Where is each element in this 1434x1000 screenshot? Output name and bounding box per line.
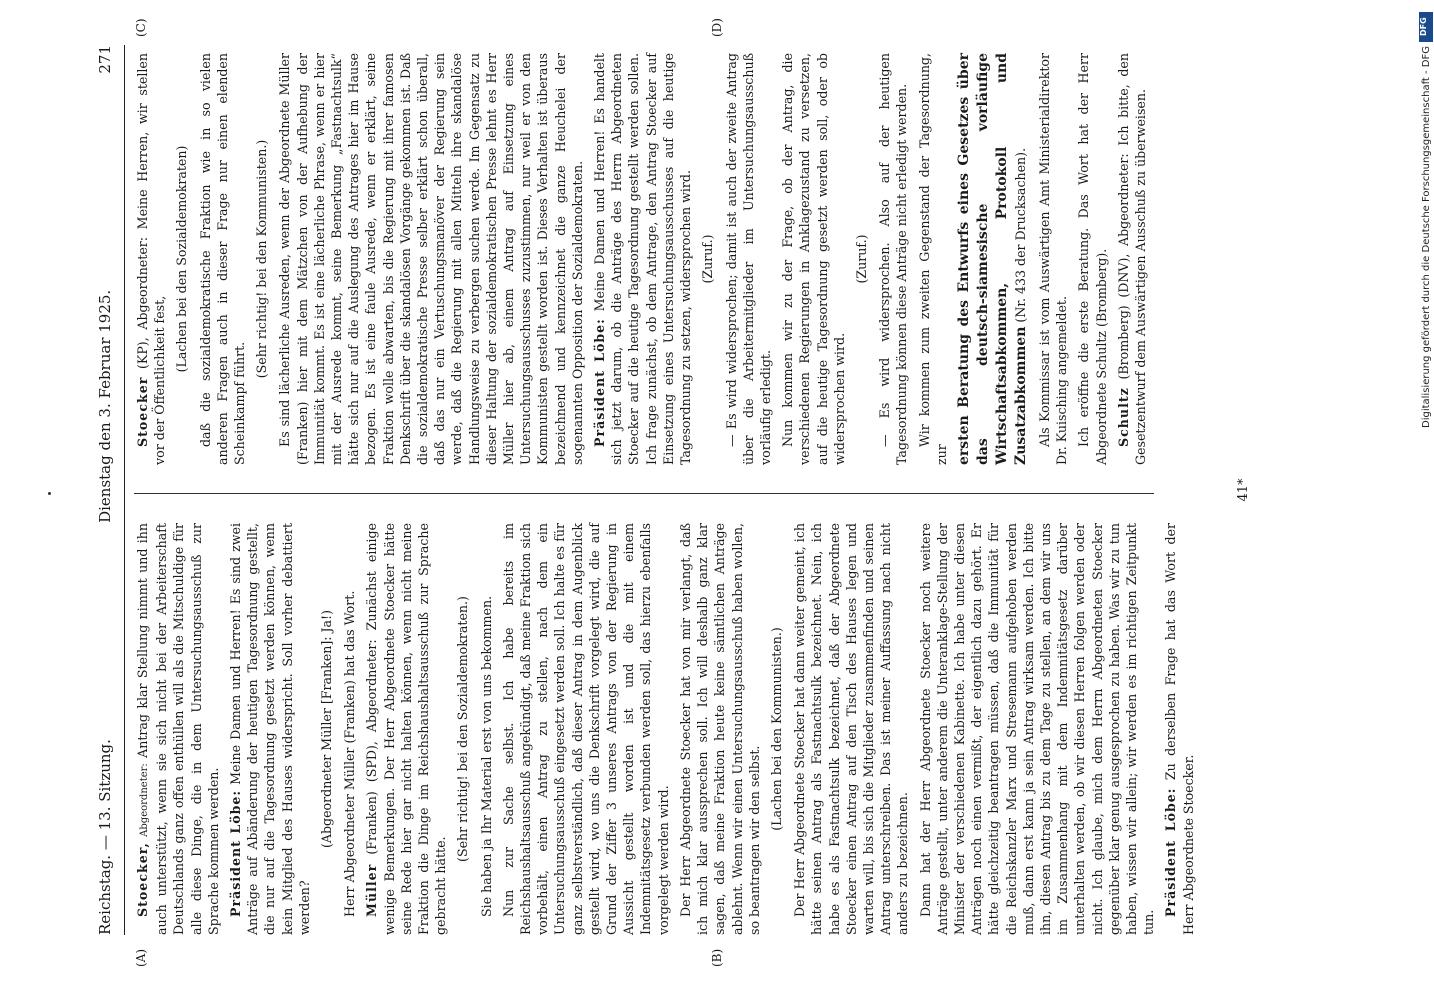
- paragraph: [1036, 53, 1070, 465]
- speech-paragraph: [363, 523, 449, 935]
- interjection: (Zuruf.): [700, 234, 716, 284]
- interjection: (Sehr richtig! bei den Sozialdemokraten.): [455, 596, 471, 862]
- page-number: 271: [96, 45, 114, 74]
- paragraph-text: Der Herr Abgeordnete Stoecker hat dann weiter gemeint, ich hätte seinen Antrag als Fastnachtsulk bezeichnet. Nein, ich habe es als Fastnachtsulk bezeichnet, daß der Abgeordnete Stoecker einen Antrag auf den Tisch des Hauses legen und warten will, bis sich die Mitglieder zusammenfinden und seinen Antrag unterschreiben. Das ist meiner Auffassung nach nicht anders zu bezeichnen.: [792, 523, 911, 935]
- paragraph-text: Meine Damen und Herren! Es handelt sich jetzt darum, ob die Anträge des Herrn Abgeordneten Stoecker auf die heutige Tagesordnung gestellt werden sollen. Ich frage zunächst, ob dem Antrage, den Antrag Stoecker auf Einsetzung eines Untersuchungsausschusses auf die heutige Tagesordnung zu setzen, widersprochen wird.: [592, 53, 694, 465]
- paragraph-text: Zu derselben Frage hat das Wort der Herr Abgeordnete Stoecker.: [1163, 523, 1196, 935]
- speech-paragraph: [591, 53, 694, 465]
- interjection: (Lachen bei den Kommunisten.): [768, 627, 784, 831]
- paragraph-text: Nun kommen wir zu der Frage, ob der Antrag, die verschiedenen Regierungen in Anklagezustand zu versetzen, auf die heutige Tagesordnung gesetzt werden soll, oder ob widersprochen wird.: [780, 53, 847, 465]
- interjection: (Lachen bei den Sozialdemokraten): [174, 145, 190, 373]
- header-date: Dienstag den 3. Februar 1925.: [96, 289, 114, 523]
- paragraph-text: Ich eröffne die erste Beratung. Das Wort hat der Herr Abgeordnete Schultz (Bromberg).: [1076, 53, 1109, 465]
- speech-paragraph: [1115, 53, 1149, 465]
- paragraph-text: Herr Abgeordneter Müller (Franken) hat das Wort.: [342, 590, 358, 917]
- speaker-name: Präsident Löbe:: [1163, 787, 1179, 917]
- scan-speck: [48, 492, 51, 495]
- margin-marker-d: (D): [710, 18, 724, 37]
- paragraph-text: (Franken) (SPD), Abgeordneter: Zunächst einige wenige Bemerkungen. Der Herr Abgeordnete Stoecker hätte seine Rede hier gar nicht halten können, wenn nicht meine Fraktion die Dinge im Reichshaushaltsausschuß zur Sprache gebracht hätte.: [364, 523, 449, 935]
- paragraph: [791, 523, 911, 935]
- paragraph-text: — Es wird widersprochen; damit ist auch der zweite Antrag über die Arbeitermitglieder im Untersuchungsausschuß vorläufig erledigt.: [723, 53, 773, 465]
- speech-paragraph: [134, 53, 168, 465]
- margin-marker-b: (B): [710, 948, 724, 967]
- rotated-page: [90, 18, 1330, 967]
- speaker-name: Müller: [364, 863, 380, 917]
- paragraph-text: Wir kommen zum zweiten Gegenstand der Tagesordnung, zur: [916, 53, 949, 465]
- paragraph-text: Nun zur Sache selbst. Ich habe bereits im Reichshaushaltsausschuß angekündigt, daß meine Fraktion sich vorbehält, einen Antrag zu stellen, nach dem ein Untersuchungsausschuß eingesetzt werden soll. Ich halte es für ganz selbstverständlich, daß dieser Antrag in dem Augenblick gestellt wird, wo uns die Denkschrift vorgelegt wird, die auf Grund der Ziffer 3 unseres Antrags von der Regierung in Aussicht gestellt worden ist und die mit einem Indemnitätsgesetz verbunden werden soll, das hierzu ebenfalls vorgelegt werden wird.: [500, 523, 671, 935]
- paragraph-text: (Nr. 433 der Drucksachen).: [1012, 147, 1028, 323]
- speech-paragraph: [1162, 523, 1196, 935]
- paragraph-text: Dann hat der Herr Abgeordnete Stoecker noch weitere Anträge gestellt, unter anderem die Unteranklage-Stellung der Minister der verschiedenen Kabinette. Ich habe unter diesen Anträgen noch einen vermißt, der eigentlich dazu gehört. Er hätte gleichzeitig beantragen müssen, daß die Immunität für die Reichskanzler Marx und Stresemann aufgehoben werden muß, dann erst kann ja sein Antrag wirksam werden. Ich bitte ihn, diesen Antrag bis zu dem Tage zu stellen, an dem wir uns im Zusammenhang mit dem Indemnitätsgesetz darüber unterhalten werden, ob wir diesen Herren folgen werden oder nicht. Ich glaube, mich dem Herrn Abgeordneten Stoecker gegenüber klar genug ausgesprochen zu haben. Was wir zu tun haben, wissen wir allein; wir werden es im richtigen Zeitpunkt tun.: [917, 523, 1157, 935]
- speaker-name: Präsident Löbe:: [228, 789, 244, 917]
- paragraph: [917, 523, 1158, 935]
- header-left: Reichstag. — 13. Sitzung.: [96, 739, 114, 935]
- interjection: (Abgeordneter Müller [Franken]: Ja!): [319, 609, 335, 849]
- paragraph: [677, 523, 763, 935]
- paragraph-text: Als Kommissar ist vom Auswärtigen Amt Ministerialdirektor Dr. Kuisching angemeldet.: [1036, 53, 1070, 465]
- signature-mark: 41*: [1236, 478, 1251, 502]
- speaker-name: Stoecker: [135, 376, 150, 447]
- speaker-name: Stoecker,: [135, 842, 150, 917]
- header-rule: [124, 45, 125, 935]
- margin-marker-c: (C): [134, 18, 148, 37]
- left-column: [134, 523, 1202, 935]
- paragraph: [723, 53, 775, 465]
- dfg-watermark: [1419, 6, 1433, 996]
- margin-marker-a: (A): [134, 948, 148, 967]
- speaker-name: Präsident Löbe:: [592, 318, 608, 447]
- paragraph: [478, 523, 495, 935]
- paragraph-text: (Bromberg) (DNV), Abgeordneter: Ich bitte, den Gesetzentwurf dem Auswärtigen Ausschuß zu überweisen.: [1115, 53, 1148, 465]
- right-column: [134, 53, 1154, 465]
- paragraph: [876, 53, 910, 465]
- agenda-item-heading: ersten Beratung des Entwurfs eines Gesetzes über das deutsch-siamesische vorläufige Wirtschaftsabkommen, Protokoll und Zusatzabkommen: [955, 53, 1029, 465]
- paragraph: [276, 53, 586, 465]
- speaker-note: Abgeordneter:: [139, 763, 150, 837]
- dfg-logo-icon: DFG: [1419, 12, 1433, 42]
- paragraph-text: — Es wird widersprochen. Also auf der heutigen Tagesordnung können diese Anträge nicht erledigt werden.: [877, 53, 910, 465]
- paragraph-text: Meine Damen und Herren! Es sind zwei Anträge auf Abänderung der heutigen Tagesordnung gestellt, die nur auf die Tagesordnung gesetzt werden können, wenn kein Mitglied des Hauses widerspricht. Soll vorher debattiert werden?: [228, 523, 312, 935]
- paragraph: [955, 53, 1031, 465]
- paragraph: [197, 53, 249, 465]
- column-divider: [134, 493, 1154, 494]
- paragraph-text: Antrag klar Stellung nimmt und ihn auch unterstützt, wenn sie sich nicht bei der Arbeiterschaft Deutschlands ganz offen enthüllen will als die Mitschuldige für alle diese Dinge, die in dem Untersuchungsausschuß zur Sprache kommen werden.: [135, 523, 221, 935]
- speech-paragraph: [227, 523, 313, 935]
- paragraph: [500, 523, 672, 935]
- paragraph-text: Der Herr Abgeordnete Stoecker hat von mir verlangt, daß ich mich klar aussprechen soll. Ich will deshalb ganz klar sagen, daß meine Fraktion heute keine sämtlichen Anträge ablehnt. Wenn wir einen Untersuchungsausschuß haben wollen, so beantragen wir den selbst.: [677, 523, 762, 935]
- running-header: [90, 45, 120, 935]
- paragraph: [1075, 53, 1109, 465]
- paragraph-text: Es sind lächerliche Ausreden, wenn der Abgeordnete Müller (Franken) hier mit dem Mätzchen von der Aufhebung der Immunität kommt. Es ist eine lächerliche Phrase, wenn er hier mit der Ausrede kommt, seine Bemerkung „Fastnachtsulk“ hätte sich nur auf die Auslegung des Antrages hier im Hause bezogen. Es ist eine faule Ausrede, wenn er erklärt, seine Fraktion wolle abwarten, bis die Regierung mit ihrer famosen Denkschrift über die skandalösen Vorgänge gekommen ist. Daß die sozialdemokratische Presse selber erklärt schon überall, daß das nur ein Vertuschungsmanöver der Regierung sein werde, daß die Regierung mit allen Mitteln ihre skandalöse Handlungsweise zu verbergen suchen werde. Im Gegensatz zu dieser Haltung der sozialdemokratischen Presse lehnt es Herr Müller hier ab, einem Antrag auf Einsetzung eines Untersuchungsausschusses zuzustimmen, nur weil er von den Kommunisten gestellt worden ist. Dieses Verhalten ist überaus bezeichnend und kennzeichnet die ganze Heuchelei der sogenannten Opposition der Sozialdemokraten.: [277, 53, 585, 465]
- paragraph-text: daß die sozialdemokratische Fraktion wie in so vielen anderen Fragen auch in dieser Frage nur einen elenden Scheinkampf führt.: [197, 53, 248, 465]
- paragraph: [779, 53, 848, 465]
- paragraph: [341, 523, 358, 935]
- paragraph-text: (KP), Abgeordneter: Meine Herren, wir stellen vor der Öffentlichkeit fest,: [135, 53, 168, 465]
- interjection: (Sehr richtig! bei den Kommunisten.): [254, 139, 270, 379]
- paragraph-text: Sie haben ja Ihr Material erst von uns bekommen.: [478, 595, 494, 917]
- paragraph: [916, 53, 950, 465]
- dfg-watermark-text: Digitalisierung gefördert durch die Deutsche Forschungsgemeinschaft - DFG: [1421, 46, 1432, 429]
- speech-paragraph: [134, 523, 222, 935]
- interjection: (Zuruf.): [853, 234, 869, 284]
- speaker-name: Schultz: [1115, 387, 1131, 447]
